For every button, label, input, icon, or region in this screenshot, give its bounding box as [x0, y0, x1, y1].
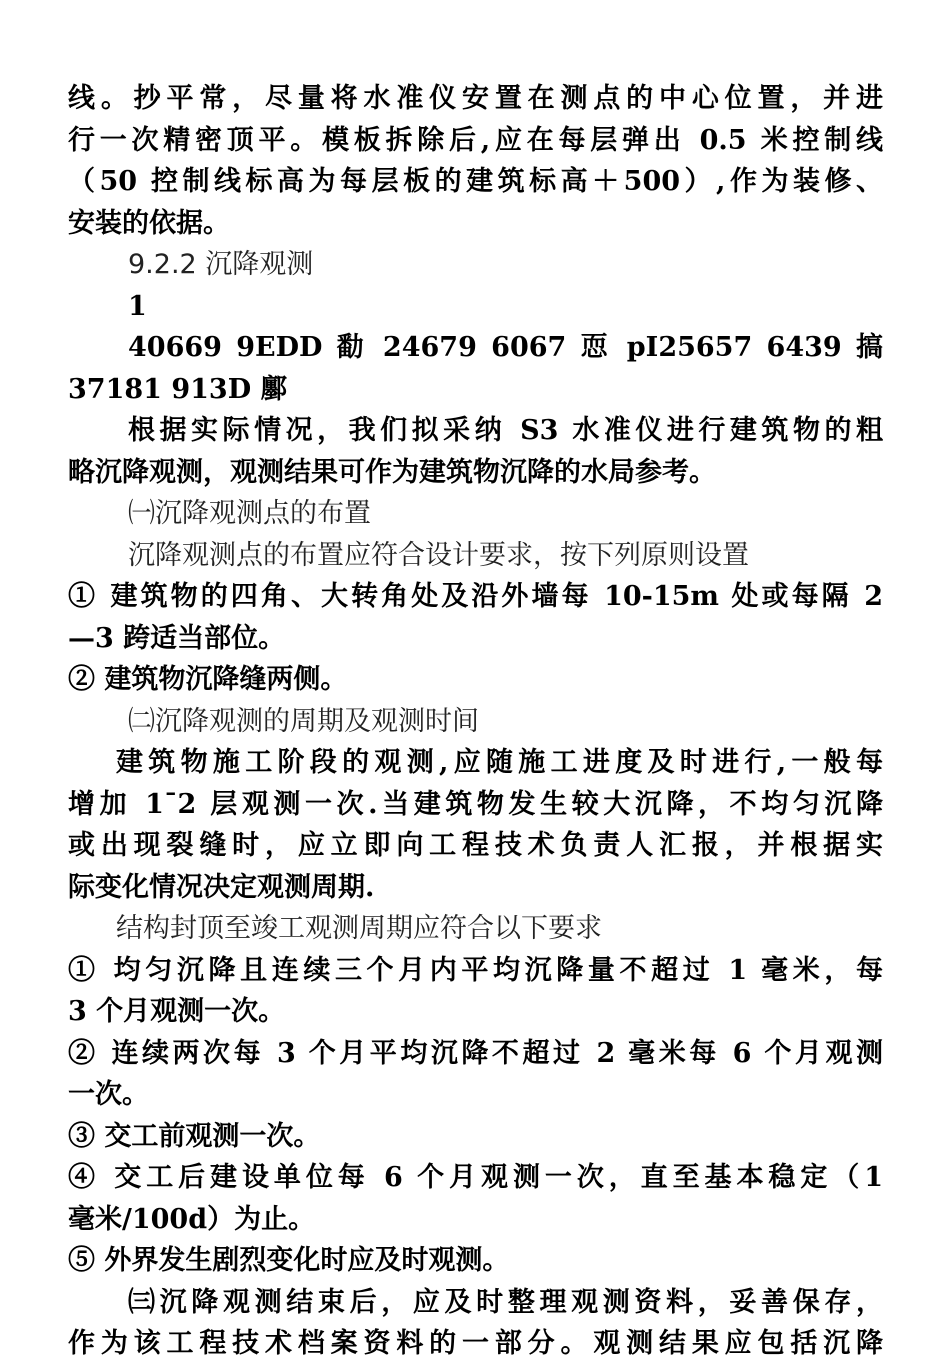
- text-line-22: ① 均匀沉降且连续三个月内平均沉降量不超过 1 毫米，每: [68, 954, 883, 986]
- text-line-10: 略沉降观测，观测结果可作为建筑物沉降的水局参考。: [68, 456, 716, 488]
- subheading-3: ㈢沉降观测结束后，应及时整理观测资料，妥善保存，: [128, 1286, 883, 1318]
- text-line-31: 作为该工程技术档案资料的一部分。观测结果应包括沉降: [68, 1328, 883, 1359]
- text-line-15: ② 建筑物沉降缝两侧。: [68, 664, 348, 695]
- document-page: [68, 78, 883, 1365]
- subheading-1: ㈠沉降观测点的布置: [128, 498, 371, 529]
- text-line-28: 毫米/100d）为止。: [68, 1203, 316, 1235]
- text-line-12: 沉降观测点的布置应符合设计要求，按下列原则设置: [128, 539, 749, 571]
- section-heading-9-2-2: 9.2.2 沉降观测: [128, 249, 314, 280]
- text-line-29: ⑤ 外界发生剧烈变化时应及时观测。: [68, 1245, 510, 1276]
- text-line-1: 线。抄平常，尽量将水准仪安置在测点的中心位置，并进: [68, 83, 883, 114]
- text-line-3: （50 控制线标高为每层板的建筑标高＋500）,作为装修、: [68, 166, 883, 197]
- text-line-17: 建筑物施工阶段的观测,应随施工进度及时进行,一般每: [116, 747, 883, 778]
- text-line-4: 安装的依据。: [68, 207, 230, 239]
- text-line-6: 1: [128, 290, 147, 322]
- text-line-27: ④ 交工后建设单位每 6 个月观测一次，直至基本稳定（1: [68, 1162, 883, 1193]
- text-line-13: ① 建筑物的四角、大转角处及沿外墙每 10-15m 处或每隔 2: [68, 581, 883, 612]
- text-line-25: 一次。: [68, 1079, 149, 1110]
- text-line-18: 增加 1¯2 层观测一次.当建筑物发生较大沉降，不均匀沉降: [68, 788, 883, 820]
- text-line-20: 际变化情况决定观测周期.: [68, 871, 375, 903]
- text-line-9: 根据实际情况，我们拟采纳 S3 水准仪进行建筑物的粗: [128, 415, 883, 446]
- text-line-7: 40669 9EDD 勫 24679 6067 恧 pI25657 6439 搞: [128, 332, 883, 363]
- text-line-26: ③ 交工前观测一次。: [68, 1120, 321, 1152]
- text-line-23: 3 个月观测一次。: [68, 996, 286, 1027]
- subheading-2: ㈡沉降观测的周期及观测时间: [128, 705, 479, 737]
- text-line-24: ② 连续两次每 3 个月平均沉降不超过 2 毫米每 6 个月观测: [68, 1037, 883, 1069]
- text-line-14: —3 跨适当部位。: [68, 622, 286, 654]
- text-line-21: 结构封顶至竣工观测周期应符合以下要求: [116, 913, 602, 944]
- text-line-8: 37181 913D 鄽: [68, 373, 288, 405]
- text-line-2: 行一次精密顶平。模板拆除后,应在每层弹出 0.5 米控制线: [68, 124, 883, 156]
- text-line-19: 或出现裂缝时，应立即向工程技术负责人汇报，并根据实: [68, 830, 883, 861]
